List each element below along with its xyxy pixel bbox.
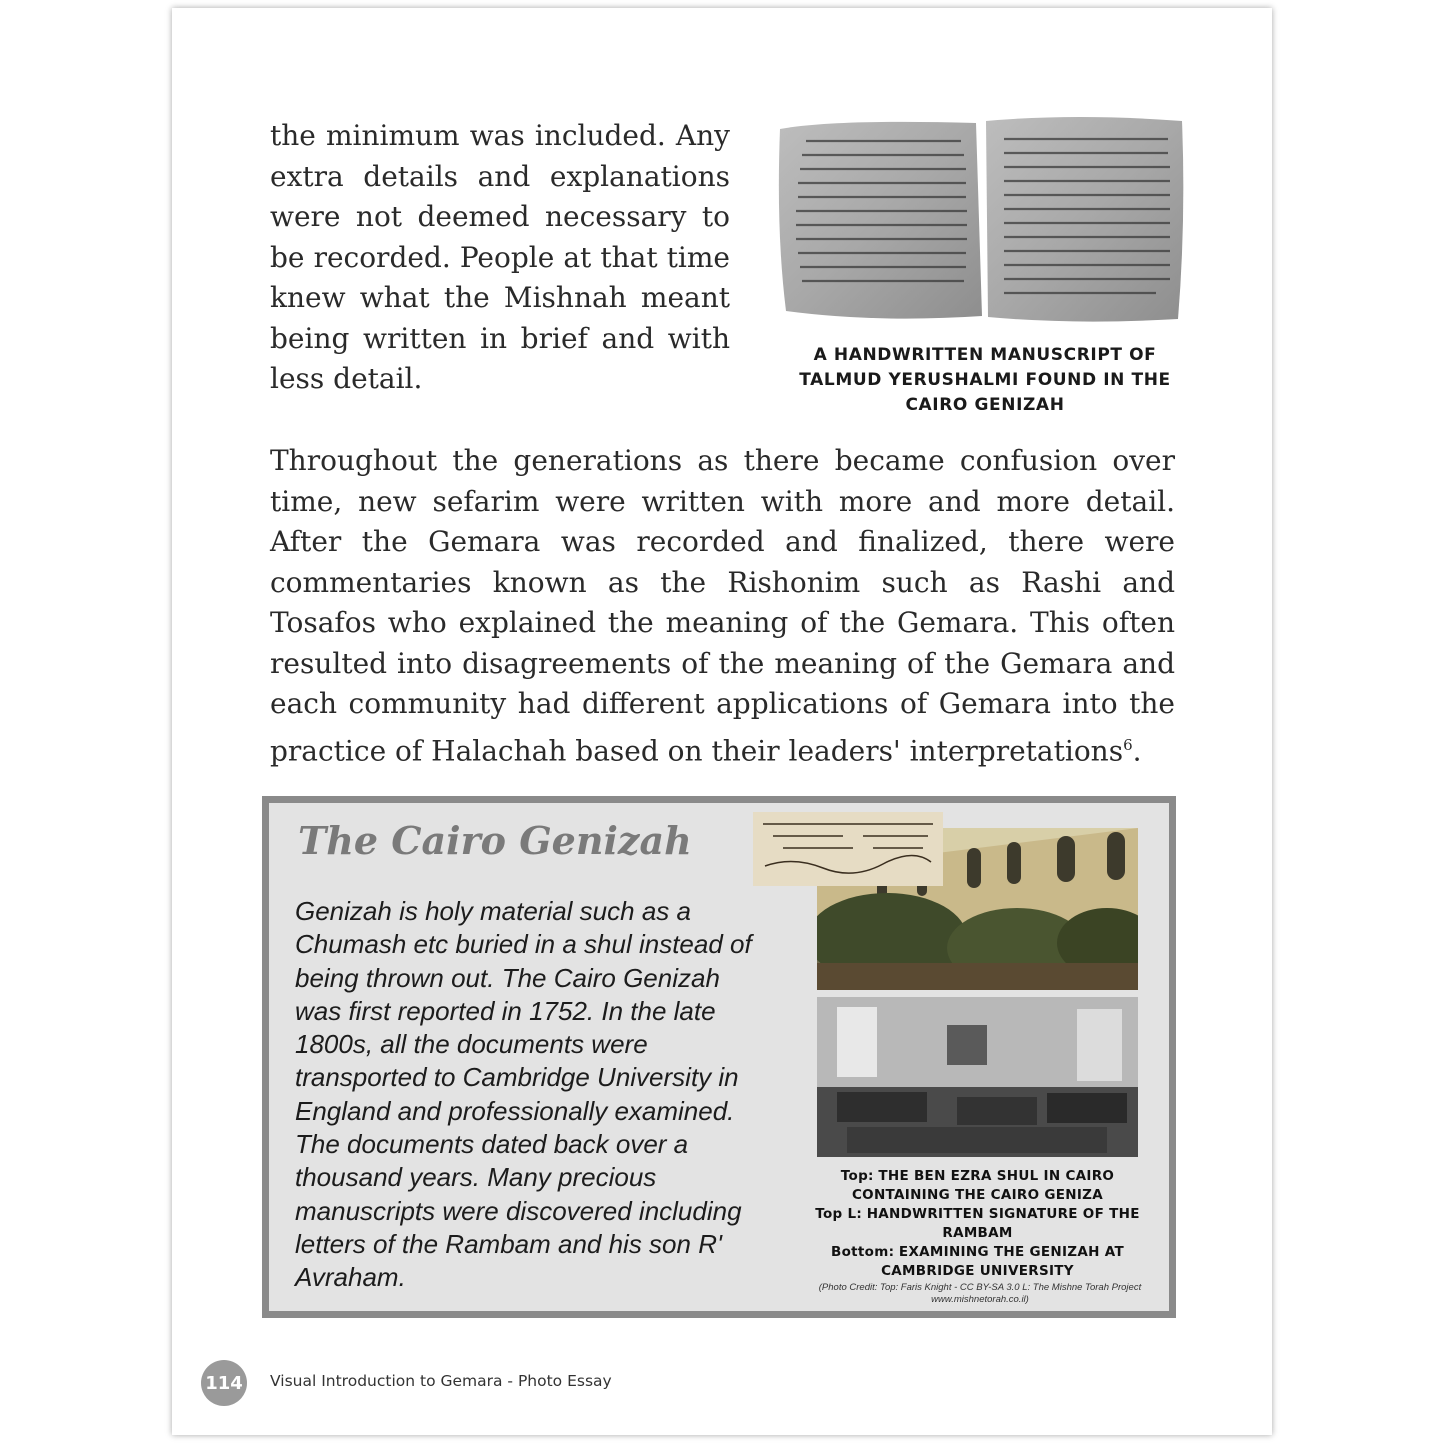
caption-label: Top:: [840, 1168, 874, 1184]
photo-captions: [790, 1167, 1165, 1281]
caption-top-shul: [790, 1167, 1165, 1205]
photo-credit: (Photo Credit: Top: Faris Knight - CC BY-SA 3.0 L: The Mishne Torah Project www.mishnetorah.co.il): [818, 1282, 1142, 1305]
page-number-badge: 114: [201, 1360, 247, 1406]
caption-label: Top L:: [815, 1206, 863, 1222]
body-paragraph-text: Throughout the generations as there became confusion over time, new sefarim were written with more and more detail. After the Gemara was recorded and finalized, there were commentaries known as the Rishonim such as Rashi and Tosafos who explained the meaning of the Gemara. This often resulted into disagreements of the meaning of the Gemara and each community had different applications of Gemara into the practice of Halachah based on their leaders' interpretations: [270, 444, 1175, 767]
manuscript-caption: A HANDWRITTEN MANUSCRIPT OF TALMUD YERUSHALMI FOUND IN THE CAIRO GENIZAH: [799, 345, 1171, 415]
cambridge-examination-photo: [817, 997, 1138, 1157]
body-paragraph-end: .: [1132, 733, 1142, 767]
footer-book-title: Visual Introduction to Gemara - Photo Essay: [270, 1372, 612, 1390]
caption-label: Bottom:: [831, 1244, 895, 1260]
intro-paragraph: the minimum was included. Any extra details and explanations were not deemed necessary to be recorded. People at that time knew what the Mishnah meant being written in brief and with less detail.: [270, 119, 730, 395]
body-paragraph: [270, 441, 1175, 771]
caption-text: HANDWRITTEN SIGNATURE OF THE RAMBAM: [866, 1206, 1140, 1241]
footnote-marker[interactable]: 6: [1123, 735, 1133, 754]
caption-text: EXAMINING THE GENIZAH AT CAMBRIDGE UNIVERSITY: [881, 1244, 1124, 1279]
sidebar-title: The Cairo Genizah: [298, 818, 692, 863]
caption-bottom-examination: [790, 1243, 1165, 1281]
manuscript-photo: [776, 111, 1186, 331]
rambam-signature-image: [753, 812, 943, 886]
sidebar-text: Genizah is holy material such as a Chumash etc buried in a shul instead of being thrown out. The Cairo Genizah was first reported in 1752. In the late 1800s, all the documents were transported to Cambridge University in England and professionally examined. The documents dated back over a thousand years. Many precious manuscripts were discovered including letters of the Rambam and his son R' Avraham.: [295, 896, 752, 1293]
caption-text: THE BEN EZRA SHUL IN CAIRO CONTAINING THE CAIRO GENIZA: [851, 1168, 1115, 1203]
caption-top-left-signature: [790, 1205, 1165, 1243]
